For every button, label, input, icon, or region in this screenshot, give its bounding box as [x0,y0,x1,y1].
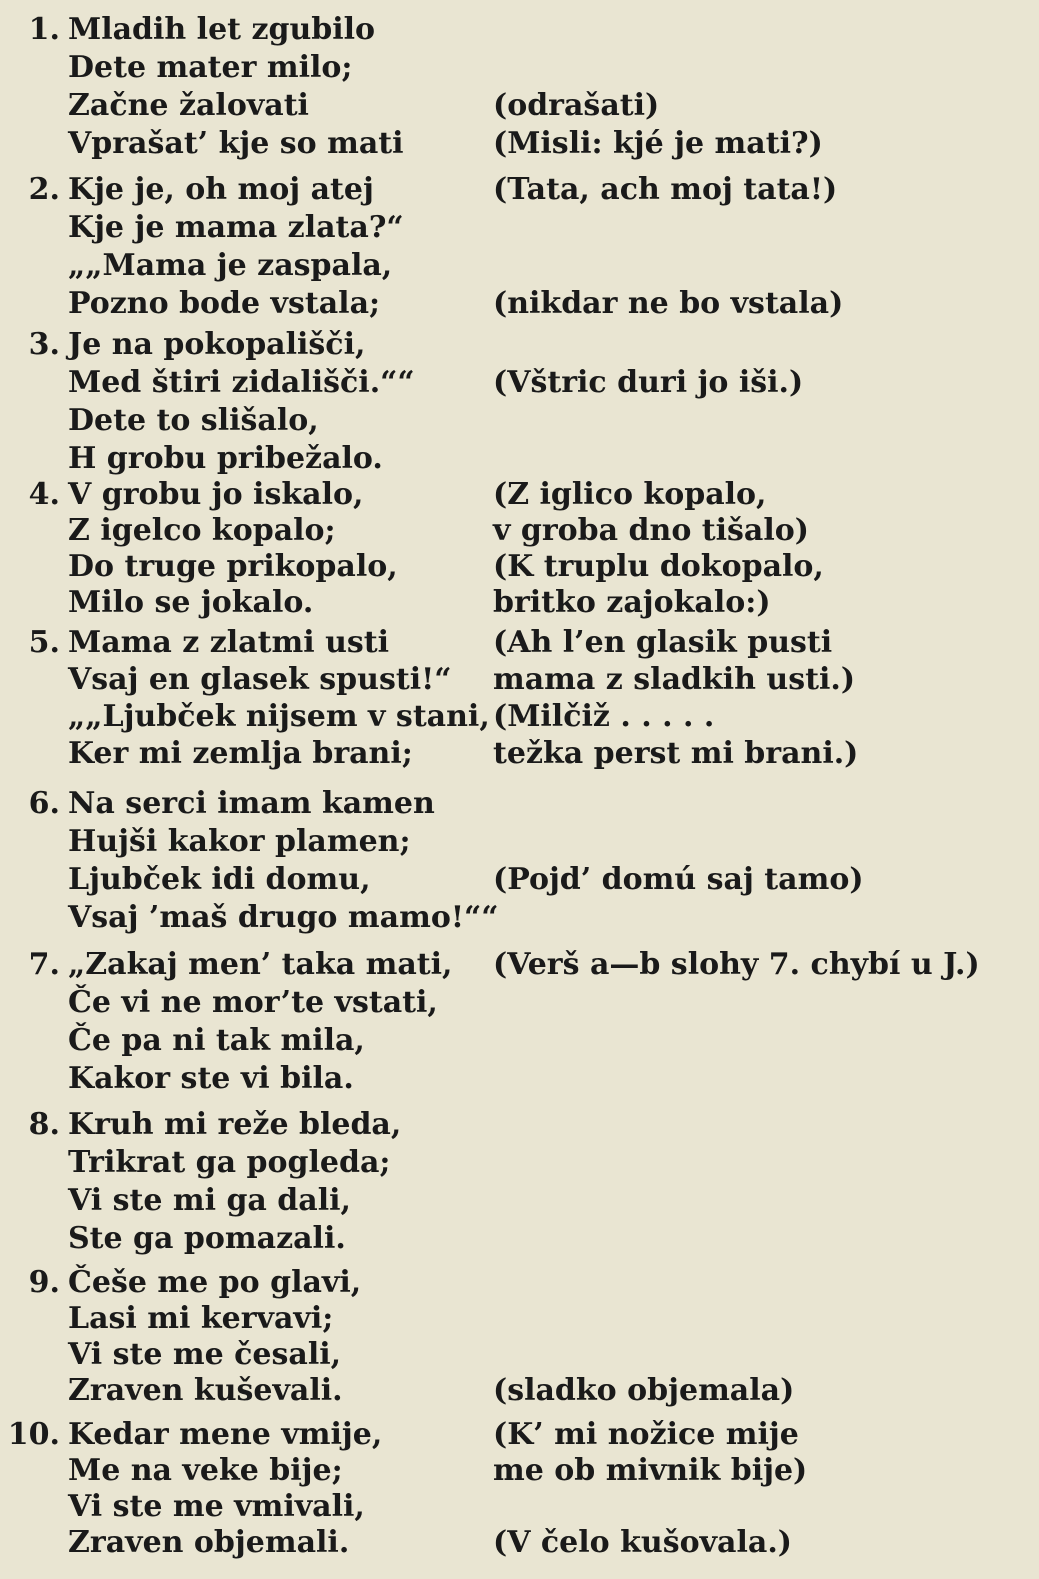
verse-line: Kje je, oh moj atej [68,172,374,207]
stanza-number: 4. [28,477,60,512]
verse-line: Vprašat’ kje so mati [68,126,404,161]
verse-line: Kje je mama zlata?“ [68,210,404,245]
stanza-number: 8. [28,1107,60,1142]
verse-line: Začne žalovati [68,88,309,123]
variant-note: (Ah l’en glasik pusti [493,625,833,660]
verse-line: „Zakaj men’ taka mati, [68,947,453,982]
verse-line: Ste ga pomazali. [68,1221,346,1256]
verse-line: Ljubček idi domu, [68,862,371,897]
verse-line: Kedar mene vmije, [68,1417,383,1452]
stanza-number: 6. [28,786,60,821]
variant-note: me ob mivnik bije) [493,1453,808,1488]
variant-note: (Z iglico kopalo, [493,477,767,512]
verse-line: Kruh mi reže bleda, [68,1107,402,1142]
verse-line: Zraven kuševali. [68,1373,343,1408]
verse-line: Mama z zlatmi usti [68,625,390,660]
variant-note: (Vštric duri jo iši.) [493,365,804,400]
verse-line: Trikrat ga pogleda; [68,1145,391,1180]
verse-line: Do truge prikopalo, [68,549,398,584]
variant-note: v groba dno tišalo) [493,513,809,548]
verse-line: Med štiri zidališči.““ [68,365,415,400]
stanza-number: 1. [28,12,60,47]
verse-line: Vi ste me vmivali, [68,1489,365,1524]
verse-line: Vsaj en glasek spusti!“ [68,662,452,697]
verse-line: Mladih let zgubilo [68,12,376,47]
verse-line: Me na veke bije; [68,1453,343,1488]
variant-note: (Tata, ach moj tata!) [493,172,838,207]
verse-line: Zraven objemali. [68,1525,350,1560]
variant-note: (Milčiž . . . . . [493,699,715,734]
verse-line: Lasi mi kervavi; [68,1301,334,1336]
verse-line: Na serci imam kamen [68,786,435,821]
verse-line: Vi ste mi ga dali, [68,1183,351,1218]
variant-note: (K truplu dokopalo, [493,549,824,584]
verse-line: H grobu pribežalo. [68,441,383,476]
verse-line: Ker mi zemlja brani; [68,736,413,771]
variant-note: mama z sladkih usti.) [493,662,856,697]
verse-line: Vi ste me česali, [68,1337,342,1372]
verse-line: Dete mater milo; [68,50,353,85]
stanza-number: 5. [28,625,60,660]
variant-note: težka perst mi brani.) [493,736,859,771]
verse-line: Je na pokopališči, [68,327,366,362]
verse-line: Če pa ni tak mila, [68,1023,365,1058]
verse-line: Vsaj ’maš drugo mamo!““ [68,900,499,935]
stanza-number: 9. [28,1265,60,1300]
stanza-number: 2. [28,172,60,207]
variant-note: (Misli: kjé je mati?) [493,126,823,161]
verse-line: „„Mama je zaspala, [68,248,393,283]
stanza-number: 7. [28,947,60,982]
variant-note: (K’ mi nožice mije [493,1417,799,1452]
stanza-number: 3. [28,327,60,362]
variant-note: (sladko objemala) [493,1373,795,1408]
variant-note: britko zajokalo:) [493,585,771,620]
verse-line: Hujši kakor plamen; [68,824,411,859]
verse-line: Dete to slišalo, [68,403,319,438]
verse-line: V grobu jo iskalo, [68,477,364,512]
variant-note: (Pojd’ domú saj tamo) [493,862,864,897]
verse-line: Kakor ste vi bila. [68,1061,354,1096]
variant-note: (odrašati) [493,88,660,123]
verse-line: Če vi ne mor’te vstati, [68,985,438,1020]
variant-note: (Verš a—b slohy 7. chybí u J.) [493,947,980,982]
verse-line: Milo se jokalo. [68,585,314,620]
verse-line: Češe me po glavi, [68,1265,362,1300]
variant-note: (nikdar ne bo vstala) [493,286,844,321]
verse-line: Pozno bode vstala; [68,286,381,321]
verse-line: Z igelco kopalo; [68,513,336,548]
verse-line: „„Ljubček nijsem v stani, [68,699,490,734]
stanza-number: 10. [7,1417,60,1452]
variant-note: (V čelo kušovala.) [493,1525,792,1560]
